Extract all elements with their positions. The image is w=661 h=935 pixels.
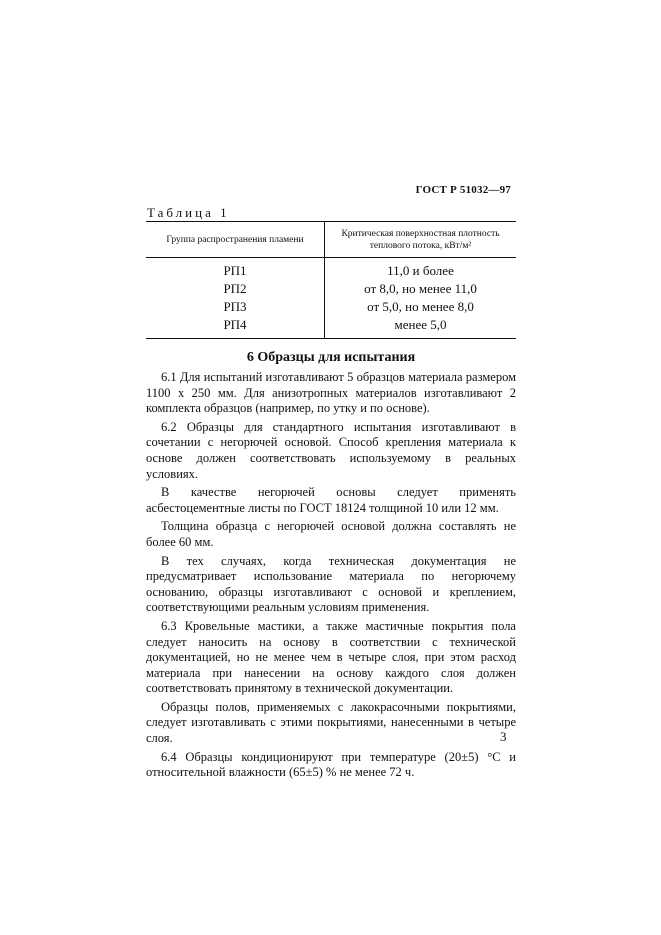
table-row xyxy=(146,258,516,281)
flame-spread-table xyxy=(146,221,516,339)
page-number: 3 xyxy=(500,729,507,744)
cell-group: РП4 xyxy=(146,316,325,339)
paragraph: В тех случаях, когда техническая документация не предусматривает использование материала по негорючему основанию, образцы изготавливают с основой и креплением, соответствующими реальным условиям применения. xyxy=(146,553,516,615)
document-code: ГОСТ Р 51032—97 xyxy=(415,184,511,196)
cell-group: РП1 xyxy=(146,258,325,281)
cell-value: 11,0 и более xyxy=(387,263,454,278)
column-header-group: Группа распространения пламени xyxy=(146,222,325,258)
cell-value: от 5,0, но менее 8,0 xyxy=(367,299,474,314)
table-caption: Таблица 1 xyxy=(147,205,230,220)
table-header-row xyxy=(146,222,516,258)
cell-value: менее 5,0 xyxy=(394,317,447,332)
section-title: 6 Образцы для испытания xyxy=(246,350,416,365)
cell-group: РП2 xyxy=(146,280,325,298)
paragraph: В качестве негорючей основы следует применять асбестоцементные листы по ГОСТ 18124 толщиной 10 или 12 мм. xyxy=(146,485,516,515)
paragraph: 6.2 Образцы для стандартного испытания изготавливают в сочетании с негорючей основой. Способ крепления материала к основе должен соответствовать используемому в реальных условиях. xyxy=(146,419,516,481)
table-row xyxy=(146,280,516,298)
paragraph: 6.4 Образцы кондиционируют при температуре (20±5) °С и относительной влажности (65±5) % не менее 72 ч. xyxy=(146,749,516,780)
paragraph: Образцы полов, применяемых с лакокрасочными покрытиями, следует изготавливать с этими покрытиями, нанесенными в четыре слоя. xyxy=(146,699,516,746)
column-header-heat-flux: Критическая поверхностная плотность теплового потока, кВт/м² xyxy=(325,222,517,258)
table-row xyxy=(146,298,516,316)
paragraph: 6.1 Для испытаний изготавливают 5 образцов материала размером 1100 x 250 мм. Для анизотропных материалов изготавливают 2 комплекта образцов (например, по утку и по основе). xyxy=(146,370,516,416)
paragraph: 6.3 Кровельные мастики, а также мастичные покрытия пола следует наносить на основу в соответствии с технической документацией, но не менее чем в четыре слоя, при этом расход материала при нанесении на основу каждого слоя должен соответствовать принятому в технической документации. xyxy=(146,618,516,696)
cell-value: от 8,0, но менее 11,0 xyxy=(364,281,477,296)
cell-group: РП3 xyxy=(146,298,325,316)
table-row xyxy=(146,316,516,339)
paragraph: Толщина образца с негорючей основой должна составлять не более 60 мм. xyxy=(146,519,516,549)
section-body xyxy=(146,370,516,784)
